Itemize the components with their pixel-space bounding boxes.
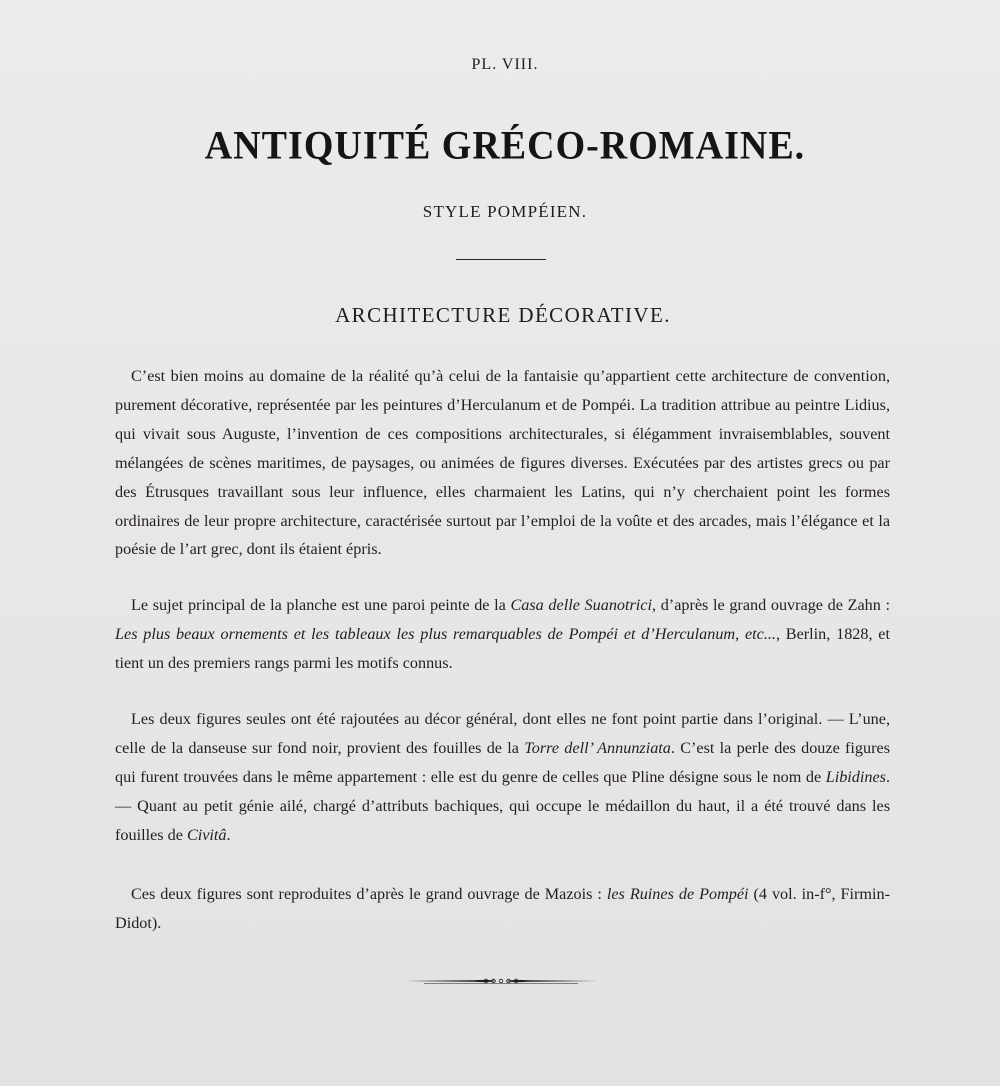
paragraph-3-text: . — Quant au petit génie ailé, chargé d’attributs bachiques, qui occupe le médaillon du haut, il a été trouvé dans les fouilles de <box>115 767 890 844</box>
plate-number: PL. VIII. <box>471 56 539 73</box>
paragraph-4 <box>115 880 890 938</box>
paragraph-4-text: (4 vol. in-f°, Firmin-Didot). <box>115 885 890 932</box>
paragraph-2-text: , d’après le grand ouvrage de Zahn : <box>652 596 890 614</box>
place-name: Torre dell’ Annunziata <box>524 738 671 757</box>
paragraph-3-text: . C’est la perle des douze figures qui furent trouvées dans le même appartement : elle est du genre de celles que Pline désigne sous le nom de <box>115 738 890 786</box>
paragraph-3-text: . <box>226 825 231 844</box>
paragraph-3-text: Les deux figures seules ont été rajoutées au décor général, dont elles ne font point partie dans l’original. — L’une, celle de la danseuse sur fond noir, provient des fouilles de la <box>115 710 890 757</box>
decorative-tailpiece-icon <box>404 973 598 989</box>
paragraph-2-text: , Berlin, 1828, et tient un des premiers rangs parmi les motifs connus. <box>115 624 890 672</box>
title-divider <box>456 259 546 260</box>
section-heading: ARCHITECTURE DÉCORATIVE. <box>335 303 671 327</box>
paragraph-2 <box>115 591 890 678</box>
zahn-work-title: Les plus beaux ornements et les tableaux les plus remarquables de Pompéi et d’Herculanum, etc... <box>115 624 776 643</box>
paragraph-1: C’est bien moins au domaine de la réalité qu’à celui de la fantaisie qu’appartient cette architecture de convention, purement décorative, représentée par les peintures d’Herculanum et de Pompéi. La tradition attribue au peintre Lidius, qui vivait sous Auguste, l’invention de ces compositions architecturales, si élégamment invraisemblables, souvent mélangées de scènes maritimes, de paysages, ou animées de figures diverses. Exécutées par des artistes grecs ou par des Étrusques travaillant sous leur influence, elles charmaient les Latins, qui n’y cherchaient point les formes ordinaires de leur propre architecture, caractérisée surtout par l’emploi de la voûte et des arcades, mais l’élégance et la poésie de l’art grec, dont ils étaient épris. <box>115 367 890 559</box>
paragraph-2-text: Le sujet principal de la planche est une paroi peinte de la <box>131 596 511 614</box>
paragraph-3 <box>115 705 890 850</box>
latin-term: Libidines <box>825 767 886 786</box>
paragraph-4-text: Ces deux figures sont reproduites d’après le grand ouvrage de Mazois : <box>131 885 607 903</box>
page-title: ANTIQUITÉ GRÉCO-ROMAINE. <box>204 123 806 169</box>
mazois-work-title: les Ruines de Pompéi <box>606 885 749 903</box>
page-subtitle: STYLE POMPÉIEN. <box>422 202 588 221</box>
place-name: Civitâ <box>186 825 227 844</box>
casa-title: Casa delle Suanotrici <box>510 596 652 614</box>
